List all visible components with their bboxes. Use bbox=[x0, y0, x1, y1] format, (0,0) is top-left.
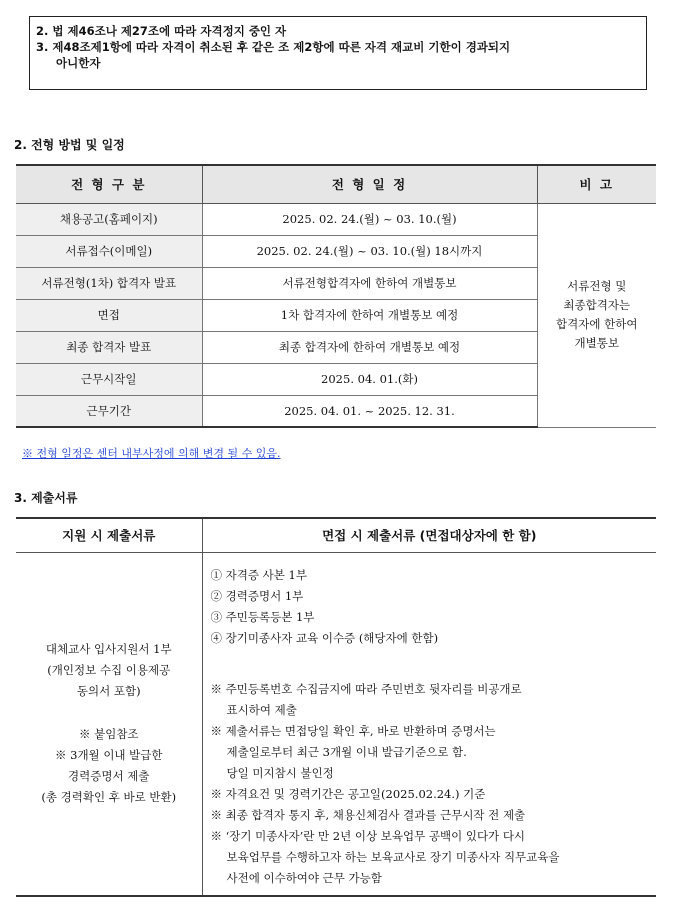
remarks-line: 최종합격자는 bbox=[563, 298, 631, 312]
remarks-cell bbox=[537, 203, 656, 427]
spacer bbox=[17, 702, 201, 724]
row-label: 채용공고(홈페이지) bbox=[16, 203, 202, 235]
interview-note-line: ※ 최종 합격자 통지 후, 채용신체검사 결과를 근무시작 전 제출 bbox=[210, 807, 526, 822]
ineligibility-item-2: 2. 법 제46조나 제27조에 따라 자격정지 중인 자 bbox=[36, 24, 287, 38]
spacer bbox=[211, 671, 653, 679]
interview-docs-cell bbox=[202, 552, 656, 896]
interview-doc-item: ④ 장기미종사자 교육 이수증 (해당자에 한함) bbox=[210, 630, 439, 645]
application-doc-line: 동의서 포함) bbox=[76, 684, 141, 698]
row-label: 서류접수(이메일) bbox=[16, 235, 202, 267]
row-schedule: 2025. 04. 01. ~ 2025. 12. 31. bbox=[202, 395, 537, 427]
ineligibility-item-3: 3. 제48조제1항에 따라 자격이 취소된 후 같은 조 제2항에 따른 자격 재교비 기한이 경과되지 bbox=[36, 40, 511, 54]
schedule-change-notice: ※ 전형 일정은 센터 내부사정에 의해 변경 될 수 있음. bbox=[22, 447, 281, 460]
interview-note-line: 표시하여 제출 bbox=[226, 702, 297, 717]
row-label: 최종 합격자 발표 bbox=[16, 331, 202, 363]
schedule-table bbox=[16, 164, 656, 428]
application-doc-line: 대체교사 입사지원서 1부 bbox=[45, 642, 172, 656]
interview-note-line: ※ 자격요건 및 경력기간은 공고일(2025.02.24.) 기준 bbox=[210, 786, 486, 801]
row-label: 근무시작일 bbox=[16, 363, 202, 395]
remarks-line: 서류전형 및 bbox=[567, 279, 627, 293]
application-docs-cell bbox=[16, 552, 202, 896]
row-schedule: 2025. 02. 24.(월) ~ 03. 10.(월) 18시까지 bbox=[202, 235, 537, 267]
documents-table bbox=[16, 517, 656, 897]
row-schedule: 2025. 02. 24.(월) ~ 03. 10.(월) bbox=[202, 203, 537, 235]
interview-note-line: 사전에 이수하여야 근무 가능함 bbox=[226, 870, 382, 885]
remarks-line: 개별통보 bbox=[574, 336, 619, 350]
interview-doc-item: ② 경력증명서 1부 bbox=[210, 588, 304, 603]
ineligibility-item-3-cont: 아니한자 bbox=[56, 56, 101, 70]
interview-note-line: ※ ‘장기 미종사자’란 만 2년 이상 보육업무 공백이 있다가 다시 bbox=[210, 828, 526, 843]
interview-doc-item: ③ 주민등록등본 1부 bbox=[210, 609, 315, 624]
interview-note-line: 당일 미지참시 불인정 bbox=[226, 765, 334, 780]
row-schedule: 서류전형합격자에 한하여 개별통보 bbox=[202, 267, 537, 299]
interview-note-line: 제출일로부터 최근 3개월 이내 발급기준으로 함. bbox=[226, 744, 467, 759]
application-doc-line: (개인정보 수집 이용제공 bbox=[47, 663, 171, 677]
header-schedule: 전 형 일 정 bbox=[202, 165, 537, 203]
row-label: 서류전형(1차) 합격자 발표 bbox=[16, 267, 202, 299]
header-category: 전 형 구 분 bbox=[16, 165, 202, 203]
ineligibility-box bbox=[29, 16, 647, 90]
interview-note-line: ※ 제출서류는 면접당일 확인 후, 바로 반환하며 증명서는 bbox=[210, 723, 496, 738]
row-schedule: 1차 합격자에 한하여 개별통보 예정 bbox=[202, 299, 537, 331]
schedule-header-row bbox=[16, 165, 656, 203]
header-remarks: 비 고 bbox=[537, 165, 656, 203]
header-interview-docs: 면접 시 제출서류 (면접대상자에 한 함) bbox=[202, 518, 656, 552]
interview-note-line: ※ 주민등록번호 수집금지에 따라 주민번호 뒷자리를 비공개로 bbox=[210, 681, 522, 696]
interview-doc-item: ① 자격증 사본 1부 bbox=[210, 567, 307, 582]
application-doc-line: ※ 붙임참조 bbox=[78, 727, 139, 741]
section-2-title: 2. 전형 방법 및 일정 bbox=[14, 138, 125, 152]
spacer bbox=[211, 649, 653, 671]
documents-row bbox=[16, 552, 656, 896]
remarks-line: 합격자에 한하여 bbox=[556, 317, 638, 331]
documents-header-row bbox=[16, 518, 656, 552]
application-doc-line: 경력증명서 제출 bbox=[68, 769, 150, 783]
table-row bbox=[16, 203, 656, 235]
application-doc-line: ※ 3개월 이내 발급한 bbox=[54, 748, 163, 762]
row-schedule: 최종 합격자에 한하여 개별통보 예정 bbox=[202, 331, 537, 363]
row-label: 면접 bbox=[16, 299, 202, 331]
row-schedule: 2025. 04. 01.(화) bbox=[202, 363, 537, 395]
row-label: 근무기간 bbox=[16, 395, 202, 427]
application-doc-line: (총 경력확인 후 바로 반환) bbox=[41, 790, 177, 804]
header-application-docs: 지원 시 제출서류 bbox=[16, 518, 202, 552]
interview-note-line: 보육업무를 수행하고자 하는 보육교사로 장기 미종사자 직무교육을 bbox=[226, 849, 560, 864]
section-3-title: 3. 제출서류 bbox=[14, 491, 78, 505]
